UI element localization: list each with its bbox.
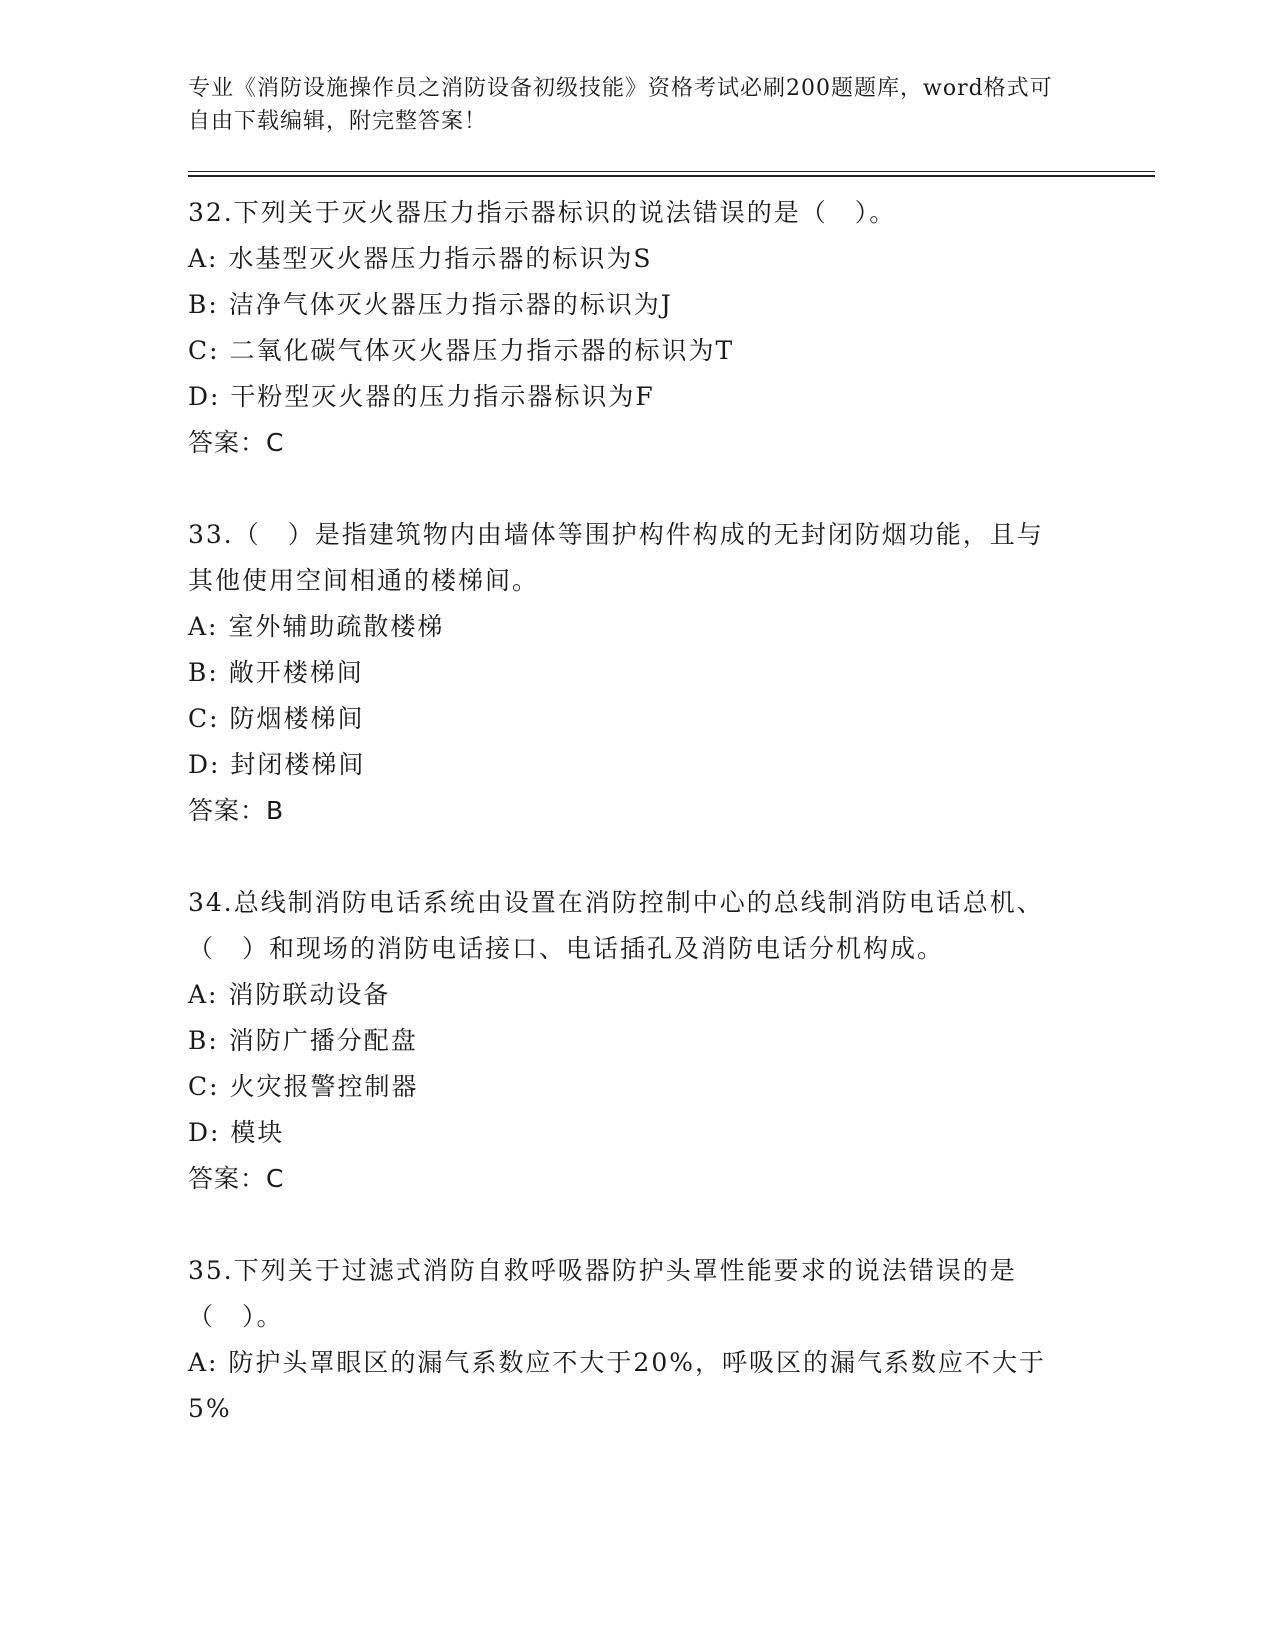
header-rule-top bbox=[188, 171, 1155, 172]
option-a: A: 消防联动设备 bbox=[188, 980, 391, 1009]
header-rule-bottom bbox=[188, 175, 1155, 177]
question-34 bbox=[188, 880, 1088, 1202]
answer-line: 答案：C bbox=[188, 428, 285, 457]
question-stem: 32.下列关于灭火器压力指示器标识的说法错误的是（ ）。 bbox=[188, 198, 897, 227]
document-header: 专业《消防设施操作员之消防设备初级技能》资格考试必刷200题题库，word格式可自由下载编辑，附完整答案！ bbox=[188, 76, 1053, 134]
option-d: D: 封闭楼梯间 bbox=[188, 750, 366, 779]
question-33 bbox=[188, 512, 1088, 834]
option-b: B: 消防广播分配盘 bbox=[188, 1026, 418, 1055]
option-c: C: 防烟楼梯间 bbox=[188, 704, 365, 733]
option-c: C: 二氧化碳气体灭火器压力指示器的标识为T bbox=[188, 336, 735, 365]
question-stem: 33.（ ）是指建筑物内由墙体等围护构件构成的无封闭防烟功能，且与其他使用空间相通的楼梯间。 bbox=[188, 520, 1044, 595]
option-a: A: 室外辅助疏散楼梯 bbox=[188, 612, 445, 641]
option-d: D: 干粉型灭火器的压力指示器标识为F bbox=[188, 382, 655, 411]
question-stem: 34.总线制消防电话系统由设置在消防控制中心的总线制消防电话总机、（ ）和现场的消防电话接口、电话插孔及消防电话分机构成。 bbox=[188, 888, 1044, 963]
option-b: B: 洁净气体灭火器压力指示器的标识为J bbox=[188, 290, 673, 319]
question-35 bbox=[188, 1248, 1088, 1432]
question-stem: 35.下列关于过滤式消防自救呼吸器防护头罩性能要求的说法错误的是（ ）。 bbox=[188, 1256, 1017, 1331]
option-a: A: 防护头罩眼区的漏气系数应不大于20%，呼吸区的漏气系数应不大于5% bbox=[188, 1348, 1046, 1423]
option-d: D: 模块 bbox=[188, 1118, 285, 1147]
answer-line: 答案：C bbox=[188, 1164, 285, 1193]
option-a: A: 水基型灭火器压力指示器的标识为S bbox=[188, 244, 653, 273]
option-c: C: 火灾报警控制器 bbox=[188, 1072, 419, 1101]
answer-line: 答案：B bbox=[188, 796, 285, 825]
option-b: B: 敞开楼梯间 bbox=[188, 658, 364, 687]
question-32 bbox=[188, 190, 1088, 466]
question-list bbox=[188, 190, 1088, 1478]
